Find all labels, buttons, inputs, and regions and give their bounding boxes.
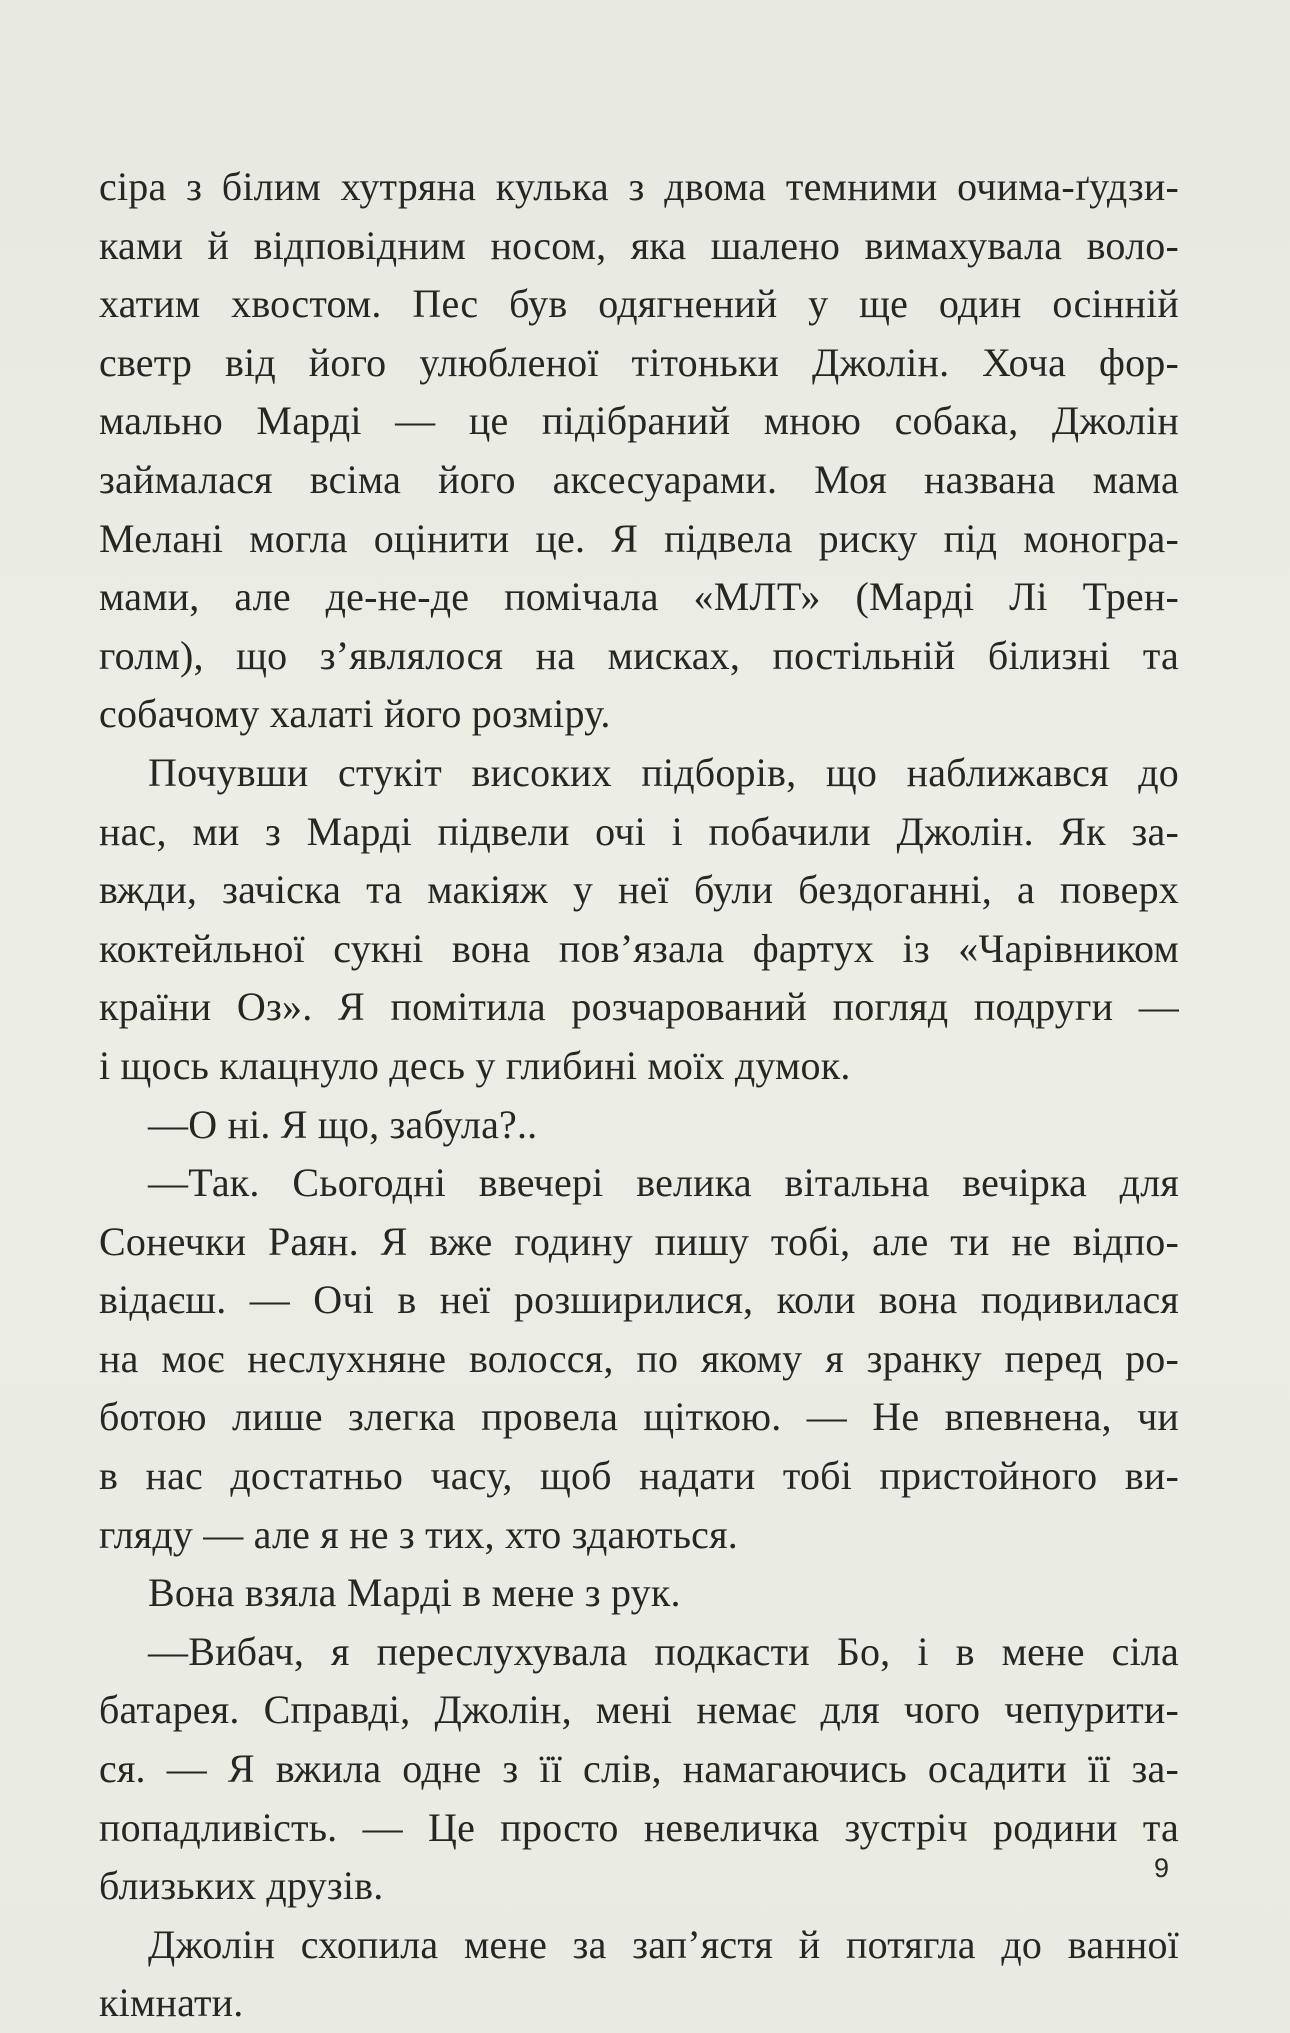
text-line: відаєш. — Очі в неї розширилися, коли вона подивилася xyxy=(99,1277,1179,1323)
text-line: Почувши стукіт високих підборів, що наближався до xyxy=(148,749,1179,795)
text-line: —Вибач, я переслухувала подкасти Бо, і в мене сіла xyxy=(148,1628,1179,1674)
text-line: Сонечки Раян. Я вже годину пишу тобі, але ти не відпо- xyxy=(99,1218,1179,1264)
text-line: мами, але де-не-де помічала «МЛТ» (Марді Лі Трен- xyxy=(99,574,1179,620)
text-line: і щось клацнуло десь у глибині моїх думок. xyxy=(99,1042,851,1088)
text-line: ботою лише злегка провела щіткою. — Не впевнена, чи xyxy=(99,1394,1179,1440)
text-line: вжди, зачіска та макіяж у неї були бездоганні, а поверх xyxy=(99,867,1179,913)
text-line: в нас достатньо часу, щоб надати тобі пристойного ви- xyxy=(99,1453,1179,1499)
text-line: на моє неслухняне волосся, по якому я зранку перед ро- xyxy=(99,1335,1179,1381)
text-line: займалася всіма його аксесуарами. Моя названа мама xyxy=(99,456,1179,502)
text-line: голм), що з’являлося на мисках, постільній білизні та xyxy=(99,632,1179,678)
text-line: країни Оз». Я помітила розчарований погляд подруги — xyxy=(99,984,1179,1030)
text-line: собачому халаті його розміру. xyxy=(99,691,611,737)
text-line: Мелані могла оцінити це. Я підвела риску під моногра- xyxy=(99,515,1179,561)
text-line: хатим хвостом. Пес був одягнений у ще один осінній xyxy=(99,281,1179,327)
text-line: кімнати. xyxy=(99,1980,244,2026)
text-line: гляду — але я не з тих, хто здаються. xyxy=(99,1511,738,1557)
text-line: ками й відповідним носом, яка шалено вимахувала воло- xyxy=(99,222,1179,268)
text-line: коктейльної сукні вона пов’язала фартух із «Чарівником xyxy=(99,925,1179,971)
text-line: светр від його улюбленої тітоньки Джолін. Хоча фор- xyxy=(99,339,1179,385)
text-line: близьких друзів. xyxy=(99,1863,384,1909)
text-line: Вона взяла Марді в мене з рук. xyxy=(148,1570,681,1616)
text-line: попадливість. — Це просто невеличка зустріч родини та xyxy=(99,1804,1179,1850)
text-line: ся. — Я вжила одне з її слів, намагаючись осадити її за- xyxy=(99,1746,1179,1792)
text-line: —О ні. Я що, забула?.. xyxy=(148,1101,538,1147)
text-line: Джолін схопила мене за зап’ястя й потягла до ванної xyxy=(148,1921,1179,1967)
text-line: —Так. Сьогодні ввечері велика вітальна вечірка для xyxy=(148,1160,1179,1206)
text-line: сіра з білим хутряна кулька з двома темними очима-ґудзи- xyxy=(99,164,1179,209)
text-line: мально Марді — це підібраний мною собака, Джолін xyxy=(99,398,1179,444)
page-number: 9 xyxy=(1154,1853,1170,1883)
text-line: батарея. Справді, Джолін, мені немає для чого чепурити- xyxy=(99,1687,1179,1733)
body-text xyxy=(99,158,1179,2033)
text-line: нас, ми з Марді підвели очі і побачили Джолін. Як за- xyxy=(99,808,1179,854)
